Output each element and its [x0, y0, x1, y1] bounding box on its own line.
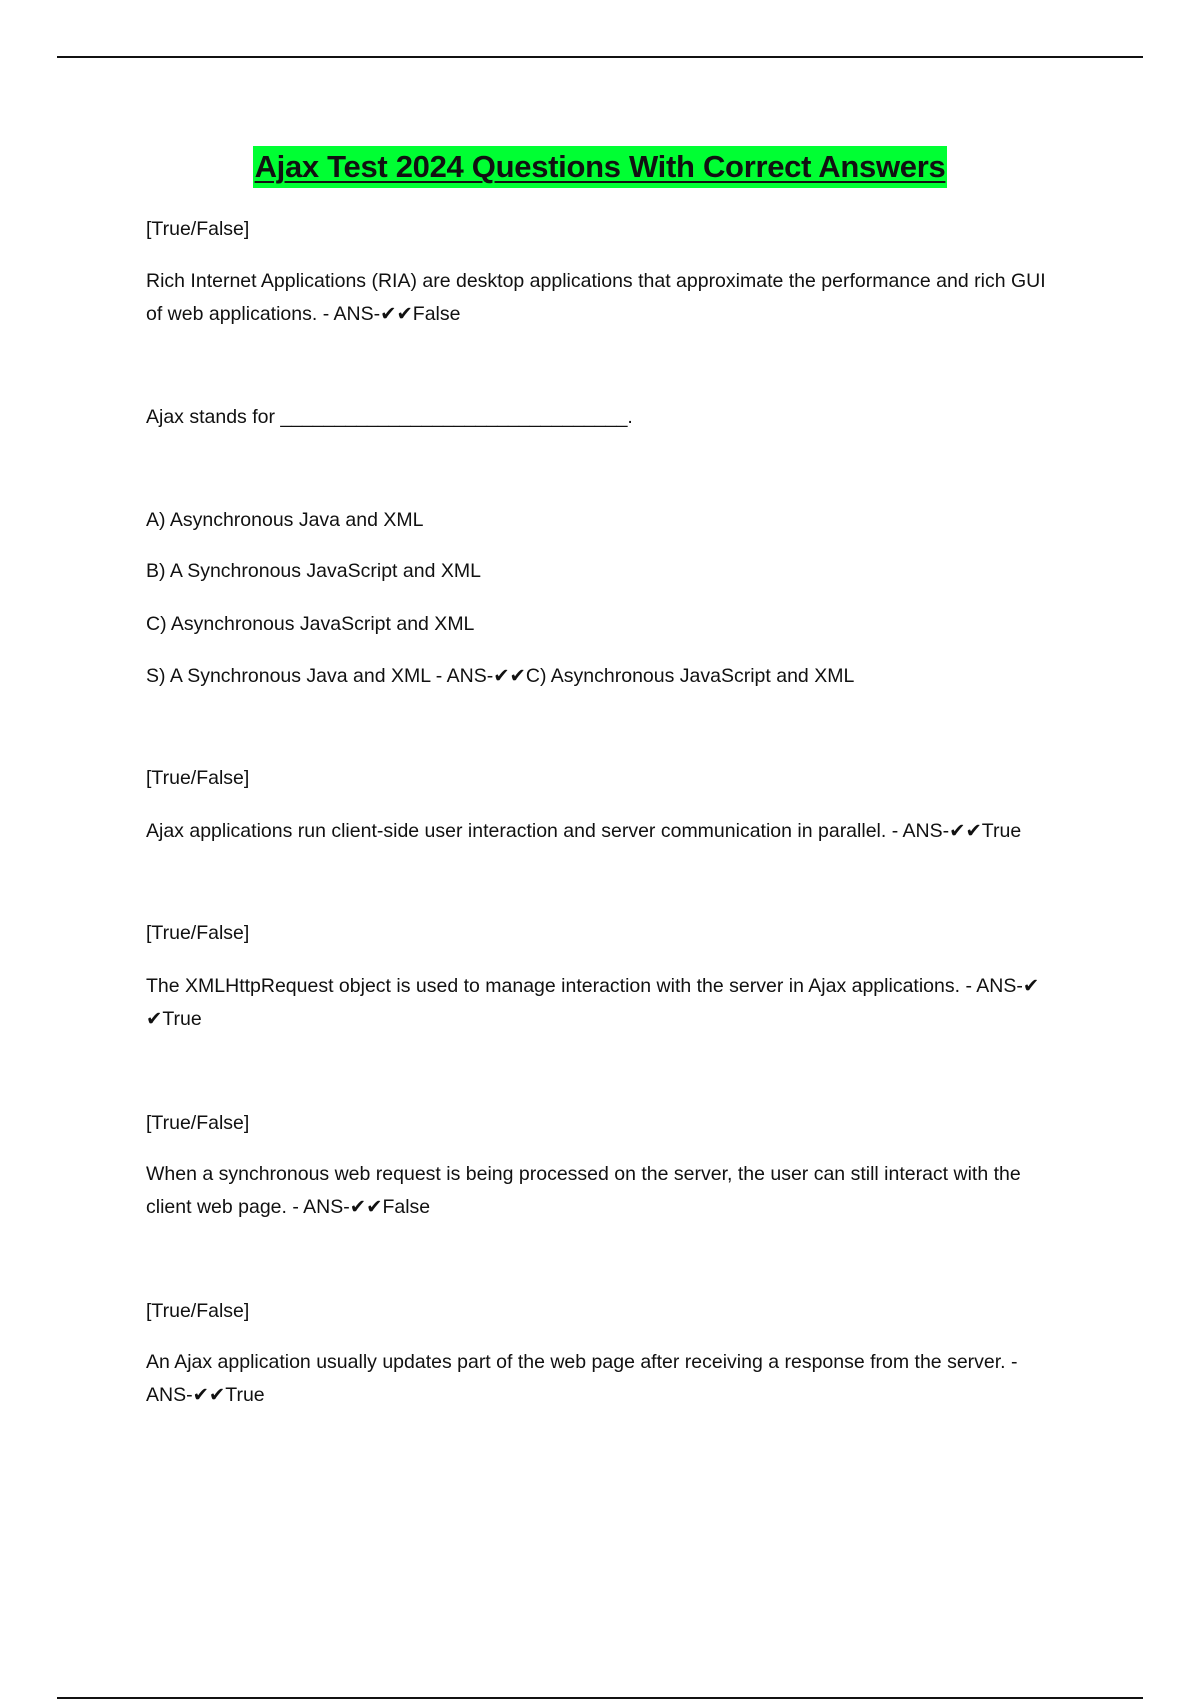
question-2-option-c: C) Asynchronous JavaScript and XML — [146, 613, 475, 635]
header-rule — [57, 56, 1143, 58]
question-4-text: The XMLHttpRequest object is used to manage interaction with the server in Ajax applications. - ANS-✔ ✔True — [146, 975, 1040, 1030]
question-2-option-a: A) Asynchronous Java and XML — [146, 509, 424, 531]
question-1-type: [True/False] — [146, 218, 250, 240]
question-4-type: [True/False] — [146, 922, 250, 944]
question-6-text: An Ajax application usually updates part of the web page after receiving a response from the server. - ANS-✔✔True — [146, 1351, 1018, 1406]
question-5-type: [True/False] — [146, 1112, 250, 1134]
question-3-text: Ajax applications run client-side user interaction and server communication in parallel. - ANS-✔✔True — [146, 820, 1022, 842]
question-2-option-b: B) A Synchronous JavaScript and XML — [146, 560, 481, 582]
question-2-text: Ajax stands for ________________________________. — [146, 406, 633, 428]
question-1-text: Rich Internet Applications (RIA) are desktop applications that approximate the performance and rich GUI of web applications. - ANS-✔✔False — [146, 270, 1046, 325]
question-2-option-s-answer: S) A Synchronous Java and XML - ANS-✔✔C) Asynchronous JavaScript and XML — [146, 665, 855, 687]
question-5-text: When a synchronous web request is being processed on the server, the user can still interact with the client web page. - ANS-✔✔False — [146, 1163, 1021, 1218]
title-container — [0, 146, 1200, 188]
document-title: Ajax Test 2024 Questions With Correct Answers — [253, 146, 948, 188]
question-6-type: [True/False] — [146, 1300, 250, 1322]
footer-rule — [57, 1697, 1143, 1699]
question-3-type: [True/False] — [146, 767, 250, 789]
